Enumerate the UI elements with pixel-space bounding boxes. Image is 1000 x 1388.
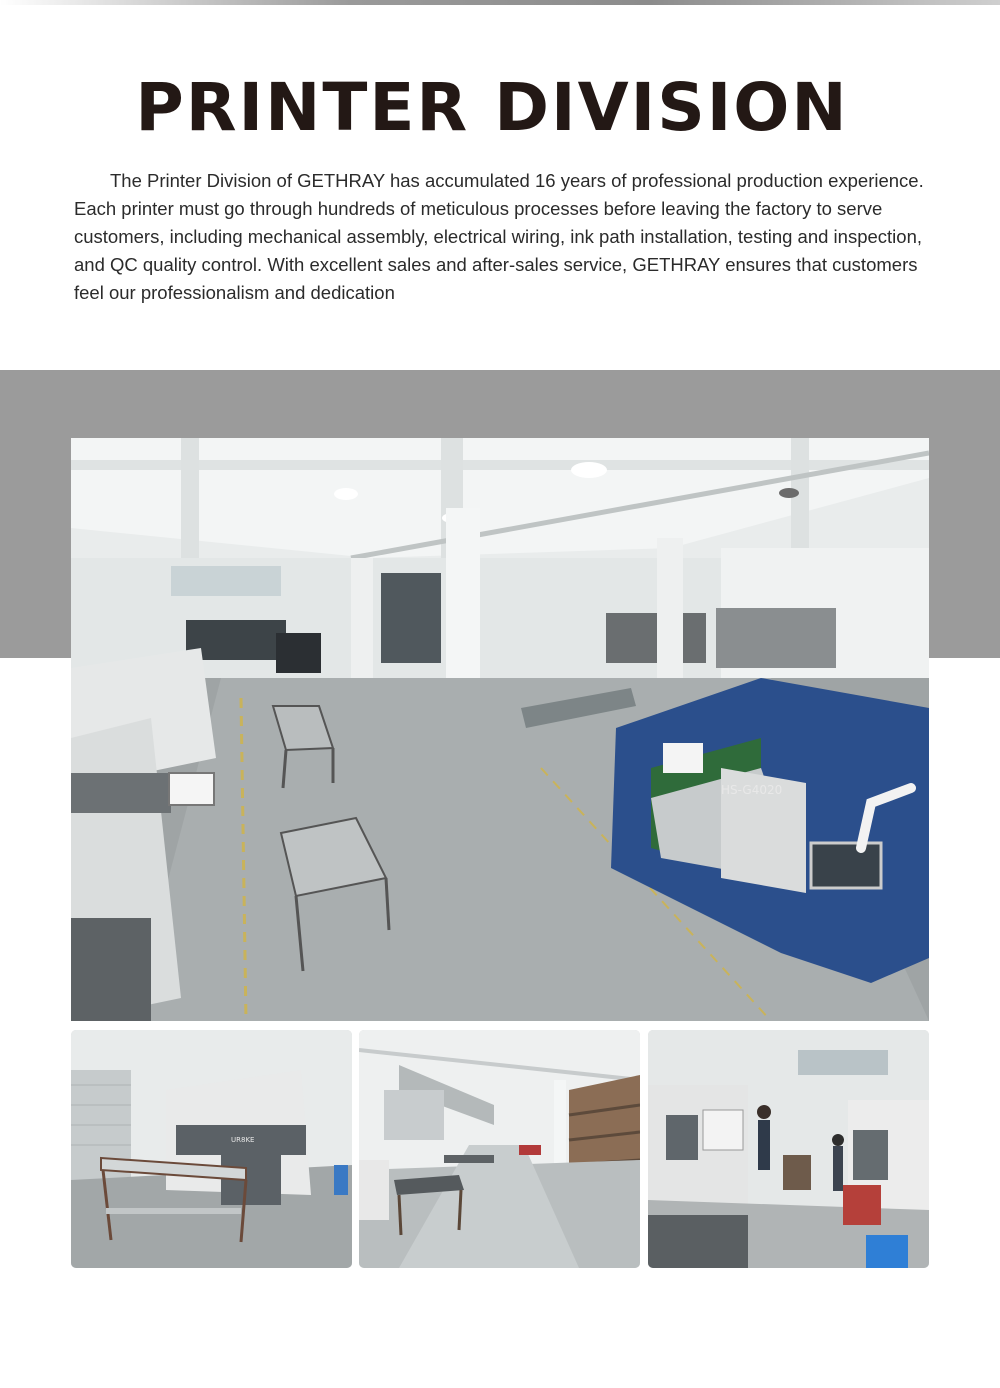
top-gradient-rule [0,0,1000,5]
intro-paragraph: The Printer Division of GETHRAY has accumulated 16 years of professional production experience. Each printer must go through hundreds of meticulous processes before leaving the factory to serve customers, including mechanical assembly, electrical wiring, ink path installation, testing and inspection, and QC quality control. With excellent sales and after-sales service, GETHRAY ensures that customers feel our professionalism and dedication [74,170,924,303]
workshop-aisle-photo [359,1030,640,1268]
cnc-machines-photo [648,1030,929,1268]
page-title: PRINTER DIVISION [135,69,849,146]
factory-floor-photo [71,438,929,1021]
press-brake-label: UR8KE [231,1136,255,1144]
laser-machine-label: HS-G4020 [721,783,783,797]
press-brake-photo [71,1030,352,1268]
